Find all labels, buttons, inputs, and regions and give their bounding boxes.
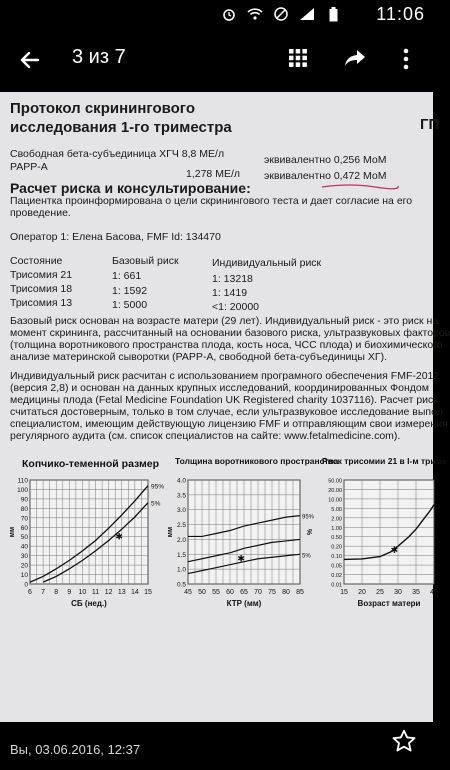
- table-cell: Трисомия 13: [10, 297, 73, 309]
- table-header-state: Состояние: [10, 255, 63, 267]
- do-not-disturb-icon: [273, 6, 289, 22]
- clock: 11:06: [376, 4, 425, 24]
- x-tick-label: 85: [296, 589, 304, 596]
- para1-line: (толщина воротникового пространства плода, кость носа, ЧСС плода) и биохимического: [10, 339, 443, 351]
- x-tick-label: 6: [28, 589, 32, 596]
- x-tick-label: 15: [144, 589, 152, 596]
- y-tick-label: 10: [20, 572, 28, 580]
- y-tick-label: 20.00: [328, 487, 342, 494]
- document-photo[interactable]: [0, 92, 450, 722]
- y-tick-label: 20: [20, 562, 28, 570]
- x-tick-label: 25: [376, 589, 384, 596]
- para1-line: Базовый риск основан на возрасте матери (29 лет). Индивидуальный риск - это риск на: [10, 315, 439, 327]
- y-tick-label: 0: [24, 581, 28, 589]
- y-tick-label: 0.10: [331, 554, 342, 561]
- grid-view-icon[interactable]: [288, 48, 308, 73]
- y-tick-label: 70: [20, 515, 28, 523]
- x-tick-label: 60: [226, 589, 234, 596]
- alarm-icon: [221, 6, 237, 22]
- x-tick-label: 13: [117, 589, 126, 596]
- x-tick-label: 9: [67, 589, 72, 596]
- para2-line: считаться достоверным, только в том случае, если ультразвуковое исследование выпол: [10, 406, 443, 418]
- x-tick-label: 75: [268, 589, 276, 596]
- y-tick-label: 1.5: [176, 551, 186, 559]
- y-tick-label: 80: [20, 505, 28, 513]
- para2-line: специалистом, имеющим действующую лицензию FMF и отправляющим свои измерения: [10, 418, 448, 430]
- operator-line: Оператор 1: Елена Басова, FMF Id: 134470: [10, 231, 221, 243]
- x-tick-label: 80: [282, 589, 290, 596]
- para1-line: момент скрининга, рассчитанный на основании базового риска, ультразвуковых факторов: [10, 327, 450, 339]
- y-tick-label: 100: [17, 486, 28, 494]
- x-tick-label: 7: [41, 589, 46, 596]
- y-tick-label: 1.0: [176, 566, 186, 574]
- y-tick-label: 2.5: [176, 522, 186, 530]
- signal-icon: [299, 6, 315, 22]
- table-header-base: Базовый риск: [112, 255, 179, 267]
- chart-nt: [160, 470, 320, 617]
- y-tick-label: 2.0: [176, 536, 186, 544]
- x-tick-label: 50: [198, 589, 206, 596]
- y-tick-label: 0.05: [331, 563, 342, 570]
- table-cell: 1: 1592: [112, 285, 148, 297]
- back-arrow-icon[interactable]: [18, 48, 42, 77]
- table-cell: 1: 661: [112, 270, 142, 282]
- y-tick-label: 0.50: [331, 535, 342, 542]
- table-cell: Трисомия 18: [10, 283, 73, 295]
- share-icon[interactable]: [344, 48, 366, 73]
- table-cell: 1: 13218: [212, 273, 253, 285]
- y-axis-label: %: [307, 528, 314, 536]
- papp-label: PAPP-A: [10, 161, 48, 173]
- x-tick-label: 14: [130, 589, 139, 596]
- chart-crl: [0, 472, 170, 617]
- hcg-label: Свободная бета-субъединица ХГЧ 8,8 МЕ/л: [10, 148, 225, 160]
- x-tick-label: 35: [412, 589, 420, 596]
- y-tick-label: 90: [20, 496, 28, 504]
- more-options-icon[interactable]: [402, 48, 410, 75]
- x-tick-label: 20: [358, 589, 366, 596]
- curve-label: 95%: [151, 483, 165, 491]
- app-bar: [0, 30, 433, 92]
- x-tick-label: 40: [430, 589, 438, 596]
- risk-heading: Расчет риска и консультирование:: [10, 180, 251, 196]
- x-tick-label: 70: [254, 589, 262, 596]
- informed-line1: Пациентка проинформирована о цели скринингового теста и дает согласие на его: [10, 195, 413, 207]
- y-tick-label: 3.5: [176, 492, 186, 500]
- para2-line: Индивидуальный риск расчитан с использованием програмного обеспечения FMF-2012: [10, 370, 440, 382]
- curve-label: 5%: [302, 553, 311, 560]
- y-tick-label: 0.02: [331, 573, 342, 580]
- x-tick-label: 8: [54, 589, 59, 596]
- curve-label: 5%: [151, 500, 161, 508]
- y-tick-label: 0.01: [331, 582, 342, 589]
- para1-line: анализе материнской сыворотки (PAPP-A, свободной бета-субъединицы ХГ).: [10, 351, 387, 363]
- y-tick-label: 0.20: [331, 544, 342, 551]
- doc-title-line1: Протокол скринингового: [10, 100, 196, 117]
- image-counter: 3 из 7: [72, 46, 126, 68]
- y-axis-label: мм: [9, 526, 16, 538]
- x-tick-label: 45: [184, 589, 192, 596]
- papp-value: 1,278 МЕ/л: [186, 168, 240, 180]
- informed-line2: проведение.: [10, 207, 71, 219]
- doc-title-line2: исследования 1-го триместра: [10, 119, 232, 136]
- table-header-individual: Индивидуальный риск: [212, 257, 322, 269]
- patient-marker: ✱: [237, 553, 245, 564]
- x-axis-label: КТР (мм): [226, 599, 262, 608]
- chart-risk: [300, 470, 438, 617]
- patient-marker: ✱: [115, 531, 123, 542]
- x-tick-label: 11: [91, 589, 100, 596]
- x-axis-label: СБ (нед.): [71, 599, 107, 608]
- doc-title-cut: ГП: [420, 116, 440, 133]
- y-tick-label: 10.00: [328, 497, 342, 504]
- hcg-mom: эквивалентно 0,256 МоМ: [264, 154, 387, 166]
- y-tick-label: 110: [17, 477, 28, 485]
- y-tick-label: 2.00: [331, 516, 342, 523]
- x-tick-label: 12: [104, 589, 113, 596]
- x-axis-label: Возраст матери: [357, 599, 421, 608]
- battery-icon: [325, 6, 341, 22]
- y-tick-label: 5.00: [331, 506, 342, 513]
- wifi-icon: [247, 6, 263, 22]
- patient-marker: ✱: [390, 544, 399, 555]
- chart-risk-title: Риск трисомии 21 в I-м триме: [322, 456, 447, 466]
- chart-nt-title: Толщина воротникового пространства: [175, 456, 339, 466]
- y-tick-label: 1.00: [331, 525, 342, 532]
- y-tick-label: 4.0: [176, 477, 186, 485]
- chart-crl-title: Копчико-теменной размер: [22, 458, 160, 470]
- status-bar: [0, 0, 433, 30]
- x-tick-label: 55: [212, 589, 220, 596]
- x-tick-label: 15: [340, 589, 348, 596]
- bottom-bar: [0, 722, 433, 770]
- y-tick-label: 60: [20, 524, 28, 532]
- y-axis-label: мм: [167, 526, 174, 538]
- table-cell: 1: 5000: [112, 299, 148, 311]
- y-tick-label: 30: [20, 553, 28, 561]
- plot-area: [344, 480, 434, 584]
- x-tick-label: 10: [78, 589, 87, 596]
- para2-line: (версия 2,8) и основан на данных крупных исследований, координированных Фондом: [10, 382, 429, 394]
- para2-line: медицины плода (Fetal Medicine Foundation UK Registered charity 1037116). Расчет риск: [10, 394, 438, 406]
- favorite-star-icon[interactable]: [391, 728, 417, 759]
- y-tick-label: 0.5: [176, 581, 186, 589]
- papp-mom: эквивалентно 0,472 МоМ: [264, 170, 387, 182]
- y-tick-label: 50: [20, 534, 28, 542]
- y-tick-label: 50.00: [328, 478, 342, 485]
- handwritten-underline: [320, 182, 400, 192]
- y-tick-label: 3.0: [176, 507, 186, 515]
- table-cell: Трисомия 21: [10, 269, 73, 281]
- y-tick-label: 40: [20, 543, 28, 551]
- table-cell: 1: 1419: [212, 287, 248, 299]
- x-tick-label: 65: [240, 589, 248, 596]
- para2-line: регулярного аудита (см. список специалистов на сайте: www.fetalmedicine.com).: [10, 430, 401, 442]
- x-tick-label: 30: [394, 589, 402, 596]
- photo-date: Вы, 03.06.2016, 12:37: [10, 742, 141, 757]
- table-cell: <1: 20000: [212, 301, 260, 313]
- curve-label: 95%: [302, 514, 315, 521]
